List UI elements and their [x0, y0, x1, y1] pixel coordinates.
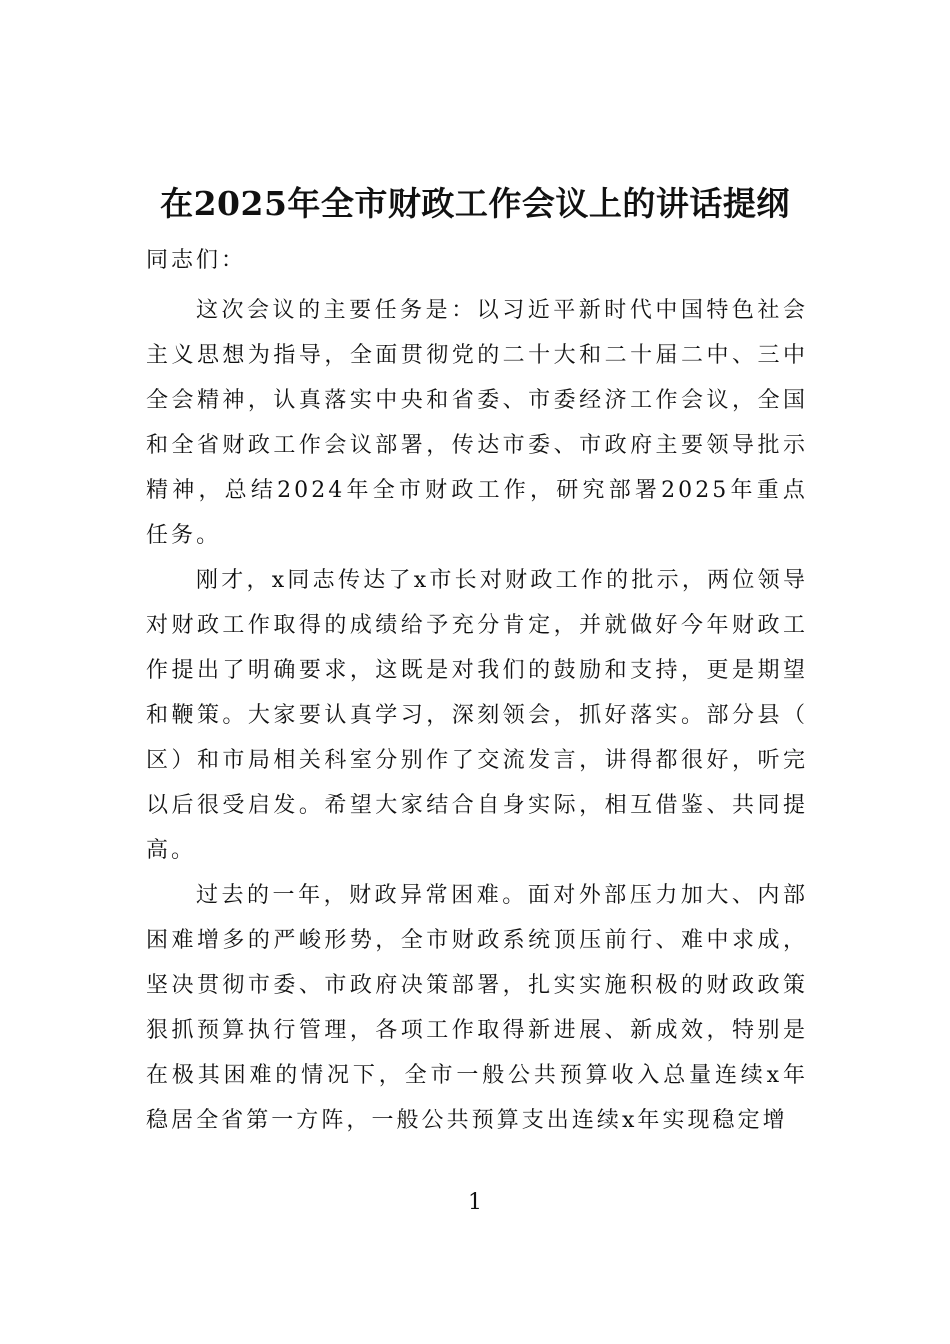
- paragraph-2: 刚才，x同志传达了x市长对财政工作的批示，两位领导对财政工作取得的成绩给予充分肯定，并就做好今年财政工作提出了明确要求，这既是对我们的鼓励和支持，更是期望和鞭策。大家要认真学习，深刻领会，抓好落实。部分县（区）和市局相关科室分别作了交流发言，讲得都很好，听完以后很受启发。希望大家结合自身实际，相互借鉴、共同提高。: [146, 568, 808, 863]
- page-number: 1: [468, 1190, 482, 1215]
- paragraph-3: 过去的一年，财政异常困难。面对外部压力加大、内部困难增多的严峻形势，全市财政系统顶压前行、难中求成，坚决贯彻市委、市政府决策部署，扎实实施积极的财政政策狠抓预算执行管理，各项工作取得新进展、新成效，特别是在极其困难的情况下，全市一般公共预算收入总量连续x年稳居全省第一方阵，一般公共预算支出连续x年实现稳定增: [146, 883, 808, 1133]
- salutation: 同志们：: [146, 248, 247, 273]
- document-title: 在2025年全市财政工作会议上的讲话提纲: [160, 184, 790, 223]
- document-body: [146, 288, 808, 1143]
- paragraph-1: 这次会议的主要任务是：以习近平新时代中国特色社会主义思想为指导，全面贯彻党的二十大和二十届二中、三中全会精神，认真落实中央和省委、市委经济工作会议，全国和全省财政工作会议部署，传达市委、市政府主要领导批示精神，总结2024年全市财政工作，研究部署2025年重点任务。: [146, 298, 808, 548]
